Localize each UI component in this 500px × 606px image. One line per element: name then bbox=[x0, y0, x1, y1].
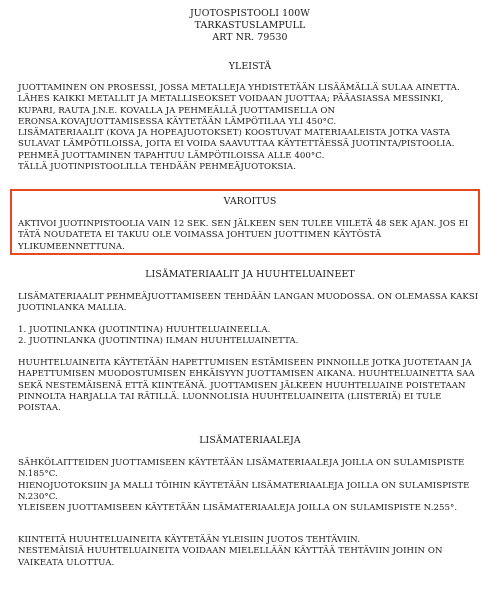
body-line: VAIKEATA ULOTTUA. bbox=[18, 557, 115, 568]
body-line: NESTEMÄISIÄ HUUHTELUAINEITA VOIDAAN MIELELLÄÄN KÄYTTÄÄ TEHTÄVIIN JOIHIN ON bbox=[18, 546, 443, 557]
warning-line: AKTIVOI JUOTINPISTOOLIA VAIN 12 SEK. SEN JÄLKEEN SEN TULEE VIILETÄ 48 SEK AJAN. JOS EI bbox=[18, 219, 469, 229]
document-title: JUOTOSPISTOOLI 100W bbox=[189, 8, 311, 19]
body-line: HIENOJUOTOKSIIN JA MALLI TÖIHIN KÄYTETÄÄN LISÄMATERIAALEJA JOILLA ON SULAMISPISTE bbox=[18, 480, 470, 491]
body-line: JUOTTAMINEN ON PROSESSI, JOSSA METALLEJA YHDISTETÄÄN LISÄÄMÄLLÄ SULAA AINETTA. bbox=[18, 83, 460, 93]
section-intro-lisamateriaalit bbox=[18, 292, 488, 315]
list-item: 1. JUOTINLANKA (JUOTINTINA) HUUHTELUAINEELLA. bbox=[18, 325, 271, 335]
body-line: JUOTINLANKA MALLIA. bbox=[18, 303, 127, 314]
document-subtitle: TARKASTUSLAMPULL bbox=[194, 20, 306, 31]
body-line: LISÄMATERIAALIT (KOVA JA HOPEAJUOTOKSET) KOOSTUVAT MATERIAALEISTA JOTKA VASTA bbox=[18, 128, 451, 139]
body-line: TÄLLÄ JUOTINPISTOOLILLA TEHDÄÄN PEHMEÄJUOTOKSIA. bbox=[18, 162, 296, 173]
body-line: LÄHES KAIKKI METALLIT JA METALLISEOKSET VOIDAAN JUOTTAA; PÄÄASIASSA MESSINKI, bbox=[18, 94, 444, 105]
warning-body bbox=[18, 219, 488, 253]
body-line: KUPARI, RAUTA J.N.E. KOVALLA JA PEHMEÄLLÄ JUOTTAMISELLA ON bbox=[18, 105, 336, 116]
body-line: LISÄMATERIAALIT PEHMEÄJUOTTAMISEEN TEHDÄÄN LANGAN MUODOSSA. ON OLEMASSA KAKSI bbox=[18, 292, 479, 302]
body-line: HAPETTUMISEN MUODOSTUMISEN EHKÄISYYN JUOTTAMISEN AIKANA. HUUHTELUAINETTA SAA bbox=[18, 369, 475, 380]
section-heading-lisamateriaaleja: LISÄMATERIAALEJA bbox=[199, 435, 301, 446]
body-line: HUUHTELUAINEITA KÄYTETÄÄN HAPETTUMISEN ESTÄMISEEN PINNOILLE JOTKA JUOTETAAN JA bbox=[18, 358, 472, 368]
body-line: PINNOLTA HARJALLA TAI RÄTILLÄ. LUONNOLISIA HUUHTELUAINEITA (LIISTERIÄ) EI TULE bbox=[18, 391, 442, 402]
section-body-lisamateriaaleja bbox=[18, 458, 488, 514]
body-line: YLEISEEN JUOTTAMISEEN KÄYTETÄÄN LISÄMATERIAALEJA JOILLA ON SULAMISPISTE N.255°. bbox=[18, 503, 458, 514]
body-line: SEKÄ NESTEMÄISENÄ ETTÄ KIINTEÄNÄ. JUOTTAMISEN JÄLKEEN HUUHTELUAINE POISTETAAN bbox=[18, 380, 466, 391]
body-line: SULAVAT LÄMPÖTILOISSA, JOITA EI VOIDA SAAVUTTAA KÄYTETTÄESSÄ JUOTINTA/PISTOOLIA. bbox=[18, 139, 455, 150]
article-number: ART NR. 79530 bbox=[212, 32, 288, 43]
body-line: KIINTEITÄ HUUHTELUAINEITA KÄYTETÄÄN YLEISIIN JUOTOS TEHTÄVIIN. bbox=[18, 535, 360, 545]
warning-line: YLIKUMEENNETTUNA. bbox=[18, 241, 125, 252]
section-body-yleista bbox=[18, 83, 488, 173]
warning-heading: VAROITUS bbox=[223, 196, 277, 207]
body-line: N.185°C. bbox=[18, 469, 58, 480]
body-line: ERONSA.KOVAJUOTTAMISESSA KÄYTETÄÄN LÄMPÖTILAA YLI 450°C. bbox=[18, 116, 337, 127]
section-heading-lisamateriaalit: LISÄMATERIAALIT JA HUUHTELUAINEET bbox=[145, 269, 355, 280]
body-line: N.230°C. bbox=[18, 491, 58, 502]
list-item: 2. JUOTINLANKA (JUOTINTINA) ILMAN HUUHTELUAINETTA. bbox=[18, 336, 299, 347]
body-line: SÄHKÖLAITTEIDEN JUOTTAMISEEN KÄYTETÄÄN LISÄMATERIAALEJA JOILLA ON SULAMISPISTE bbox=[18, 458, 465, 468]
solder-wire-list bbox=[18, 325, 488, 348]
section-heading-yleista: YLEISTÄ bbox=[228, 61, 272, 72]
warning-line: TÄTÄ NOUDATETA EI TAKUU OLE VOIMASSA JOHTUEN JUOTTIMEN KÄYTÖSTÄ bbox=[18, 230, 382, 241]
body-line: PEHMEÄ JUOTTAMINEN TAPAHTUU LÄMPÖTILOISSA ALLE 400°C. bbox=[18, 150, 325, 161]
closing-text bbox=[18, 535, 488, 569]
body-line: POISTAA. bbox=[18, 403, 61, 414]
section-body-huuhteluaineet bbox=[18, 358, 488, 414]
